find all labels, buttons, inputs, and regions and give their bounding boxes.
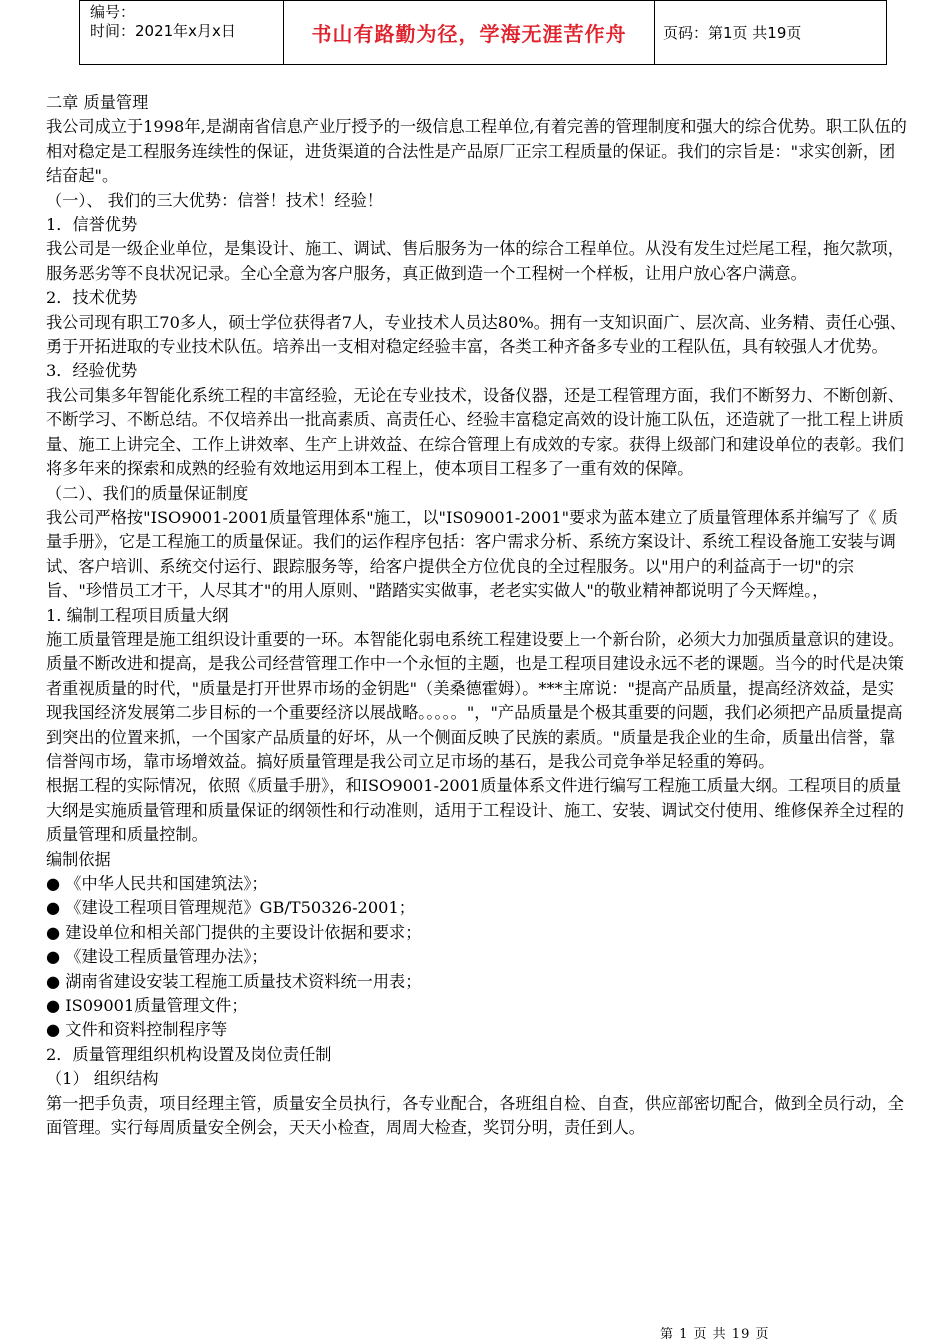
paragraph: 第一把手负责，项目经理主管，质量安全员执行，各专业配合，各班组自检、自查，供应部密切配合，做到全员行动，全面管理。实行每周质量安全例会，天天小检查，周周大检查，奖罚分明，责任到人。 bbox=[46, 1093, 904, 1138]
subheading: 2．质量管理组织机构设置及岗位责任制 bbox=[46, 1044, 332, 1064]
motto: 书山有路勤为径，学海无涯苦作舟 bbox=[311, 22, 627, 46]
list-item: ● 《建设工程项目管理规范》GB/T50326-2001； bbox=[46, 898, 415, 918]
time-label: 时间：2021年x月x日 bbox=[90, 22, 236, 40]
subheading: 编制依据 bbox=[46, 849, 111, 869]
page-info: 页码：第1页 共19页 bbox=[663, 24, 802, 42]
subheading: 3．经验优势 bbox=[46, 361, 138, 381]
subheading: （1） 组织结构 bbox=[46, 1069, 159, 1089]
list-item: ● 《中华人民共和国建筑法》； bbox=[46, 874, 268, 893]
subheading: 2．技术优势 bbox=[46, 288, 138, 308]
paragraph: 我公司是一级企业单位，是集设计、施工、调试、售后服务为一体的综合工程单位。从没有发生过烂尾工程，拖欠款项，服务恶劣等不良状况记录。全心全意为客户服务，真正做到造一个工程树一个样板，让用户放心客户满意。 bbox=[46, 239, 904, 283]
subheading: 1．信誉优势 bbox=[46, 215, 138, 235]
paragraph: 我公司集多年智能化系统工程的丰富经验，无论在专业技术，设备仪器，还是工程管理方面，我们不断努力、不断创新、不断学习、不断总结。不仅培养出一批高素质、高责任心、经验丰富稳定高效的设计施工队伍，还造就了一批工程上讲质量、施工上讲完全、工作上讲效率、生产上讲效益、在综合管理上有成效的专家。获得上级部门和建设单位的表彰。我们将多年来的探索和成熟的经验有效地运用到本工程上，使本项目工程多了一重有效的保障。 bbox=[46, 385, 904, 479]
list-item: ● IS09001质量管理文件； bbox=[46, 996, 248, 1016]
header-page-cell bbox=[655, 1, 887, 65]
number-label: 编号： bbox=[90, 3, 136, 21]
header-motto-cell bbox=[284, 1, 655, 65]
subheading: 1. 编制工程项目质量大纲 bbox=[46, 605, 229, 625]
chapter-title: 二章 质量管理 bbox=[46, 93, 149, 112]
paragraph: 我公司现有职工70多人，硕士学位获得者7人，专业技术人员达80%。拥有一支知识面广、层次高、业务精、责任心强、勇于开拓进取的专业技术队伍。培养出一支相对稳定经验丰富，各类工种齐备多专业的工程队伍，具有较强人才优势。 bbox=[46, 312, 907, 357]
list-item: ● 文件和资料控制程序等 bbox=[46, 1020, 228, 1040]
footer-page-number: 第 1 页 共 19 页 bbox=[660, 1327, 770, 1342]
list-item: ● 《建设工程质量管理办法》； bbox=[46, 947, 268, 967]
document-body bbox=[46, 91, 908, 1140]
paragraph: 我公司成立于1998年,是湖南省信息产业厅授予的一级信息工程单位,有着完善的管理制度和强大的综合优势。职工队伍的相对稳定是工程服务连续性的保证，进货渠道的合法性是产品原厂正宗工程质量的保证。我们的宗旨是："求实创新，团结奋起"。 bbox=[46, 117, 907, 186]
header-left-cell bbox=[80, 1, 284, 65]
section-heading: （二）、我们的质量保证制度 bbox=[46, 483, 249, 503]
paragraph: 我公司严格按"ISO9001-2001质量管理体系"施工，以"IS09001-2001"要求为蓝本建立了质量管理体系并编写了《 质量手册》，它是工程施工的质量保证。我们的运作程序包括：客户需求分析、系统方案设计、系统工程设备施工安装与调试、客户培训、系统交付运行、跟踪服务等，给客户提供全方位优良的全过程服务。以"用户的利益高于一切"的宗旨、"珍惜员工才干，人尽其才"的用人原则、"踏踏实实做事，老老实实做人"的敬业精神都说明了今天辉煌。， bbox=[46, 507, 898, 601]
section-heading: （一）、 我们的三大优势：信誉！技术！经验！ bbox=[46, 190, 383, 210]
paragraph: 施工质量管理是施工组织设计重要的一环。本智能化弱电系统工程建设要上一个新台阶，必须大力加强质量意识的建设。质量不断改进和提高，是我公司经营管理工作中一个永恒的主题，也是工程项目建设永远不老的课题。当今的时代是决策者重视质量的时代，"质量是打开世界市场的金钥匙"（美桑德霍姆）。***主席说："提高产品质量，提高经济效益，是实现我国经济发展第二步目标的一个重要经济以展战略。。。。。"，"产品质量是个极其重要的问题，我们必须把产品质量提高到突出的位置来抓，一个国家产品质量的好坏，从一个侧面反映了民族的素质。"质量是我企业的生命，质量出信誉，靠信誉闯市场，靠市场增效益。搞好质量管理是我公司立足市场的基石，是我公司竞争举足轻重的筹码。 bbox=[46, 629, 904, 771]
header-table bbox=[79, 0, 887, 65]
list-item: ● 湖南省建设安装工程施工质量技术资料统一用表； bbox=[46, 971, 422, 991]
list-item: ● 建设单位和相关部门提供的主要设计依据和要求； bbox=[46, 922, 422, 942]
paragraph: 根据工程的实际情况，依照《质量手册》，和ISO9001-2001质量体系文件进行编写工程施工质量大纲。工程项目的质量大纲是实施质量管理和质量保证的纲领性和行动准则，适用于工程设计、施工、安装、调试交付使用、维修保养全过程的质量管理和质量控制。 bbox=[46, 776, 904, 845]
